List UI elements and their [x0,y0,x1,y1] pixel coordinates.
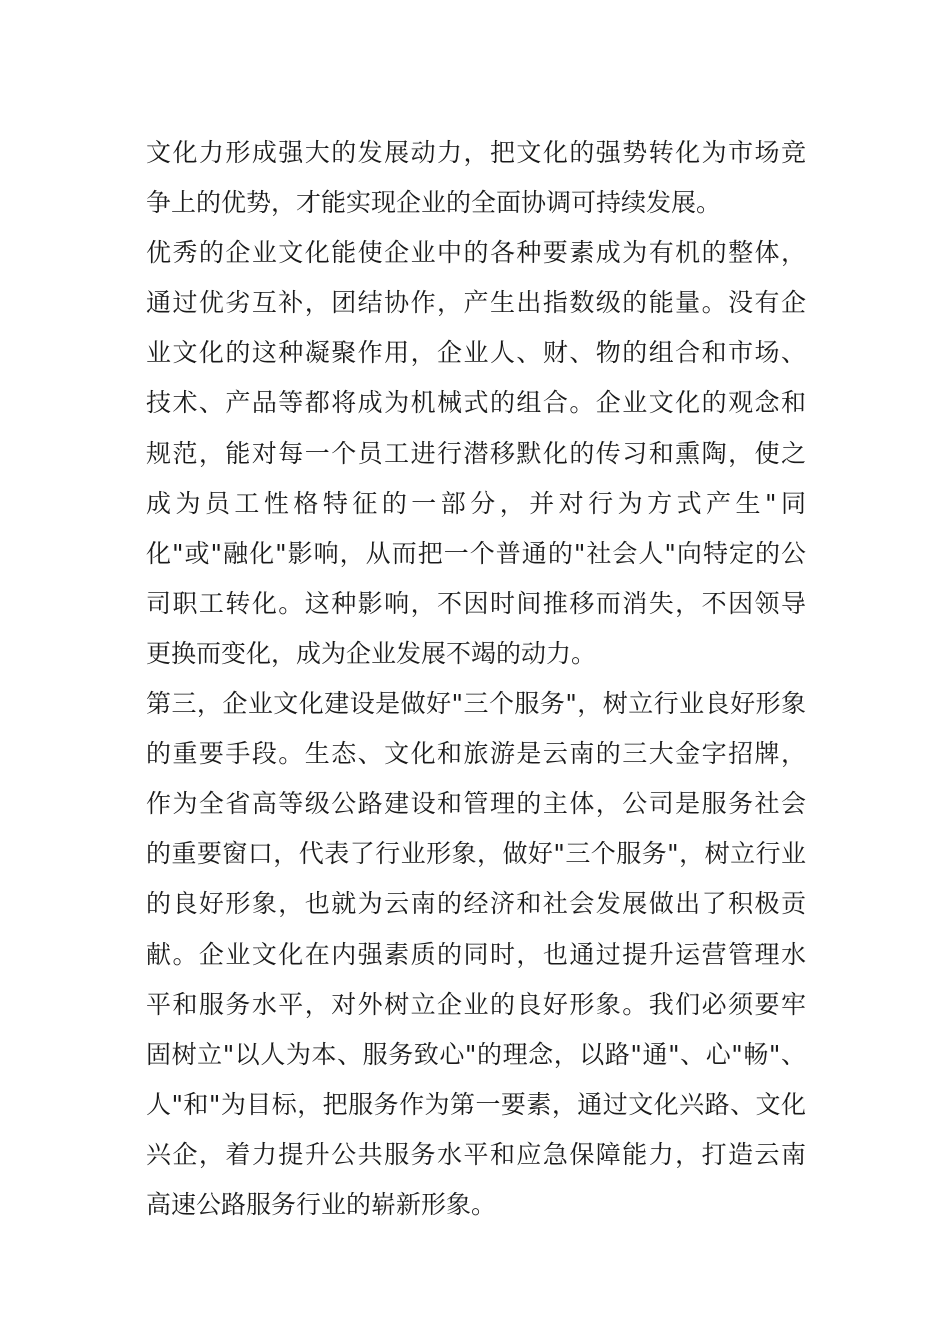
text-line: 通过优劣互补，团结协作，产生出指数级的能量。没有企 [146,288,806,318]
text-line: 固树立"以人为本、服务致心"的理念，以路"通"、心"畅"、 [146,1039,806,1069]
text-line: 的重要窗口，代表了行业形象，做好"三个服务"，树立行业 [146,839,806,869]
text-line: 化"或"融化"影响，从而把一个普通的"社会人"向特定的公 [146,538,806,568]
text-line: 第三，企业文化建设是做好"三个服务"，树立行业良好形象 [146,689,806,719]
text-line: 技术、产品等都将成为机械式的组合。企业文化的观念和 [146,388,806,418]
text-line: 作为全省高等级公路建设和管理的主体，公司是服务社会 [146,789,806,819]
text-line: 高速公路服务行业的崭新形象。 [146,1189,497,1219]
text-line: 成为员工性格特征的一部分，并对行为方式产生"同 [146,488,806,518]
text-line: 业文化的这种凝聚作用，企业人、财、物的组合和市场、 [146,338,806,368]
text-line: 优秀的企业文化能使企业中的各种要素成为有机的整体， [146,238,806,268]
text-line: 规范，能对每一个员工进行潜移默化的传习和熏陶，使之 [146,438,806,468]
text-line: 司职工转化。这种影响，不因时间推移而消失，不因领导 [146,588,806,618]
text-line: 更换而变化，成为企业发展不竭的动力。 [146,638,597,668]
text-line: 献。企业文化在内强素质的同时，也通过提升运营管理水 [146,939,806,969]
text-line: 的良好形象，也就为云南的经济和社会发展做出了积极贡 [146,889,806,919]
text-line: 争上的优势，才能实现企业的全面协调可持续发展。 [146,188,722,218]
text-line: 平和服务水平，对外树立企业的良好形象。我们必须要牢 [146,989,806,1019]
text-line: 的重要手段。生态、文化和旅游是云南的三大金字招牌， [146,739,806,769]
body-text [146,128,806,1230]
text-line: 文化力形成强大的发展动力，把文化的强势转化为市场竞 [146,138,806,167]
text-line: 兴企，着力提升公共服务水平和应急保障能力，打造云南 [146,1139,806,1169]
text-line: 人"和"为目标，把服务作为第一要素，通过文化兴路、文化 [146,1089,806,1119]
